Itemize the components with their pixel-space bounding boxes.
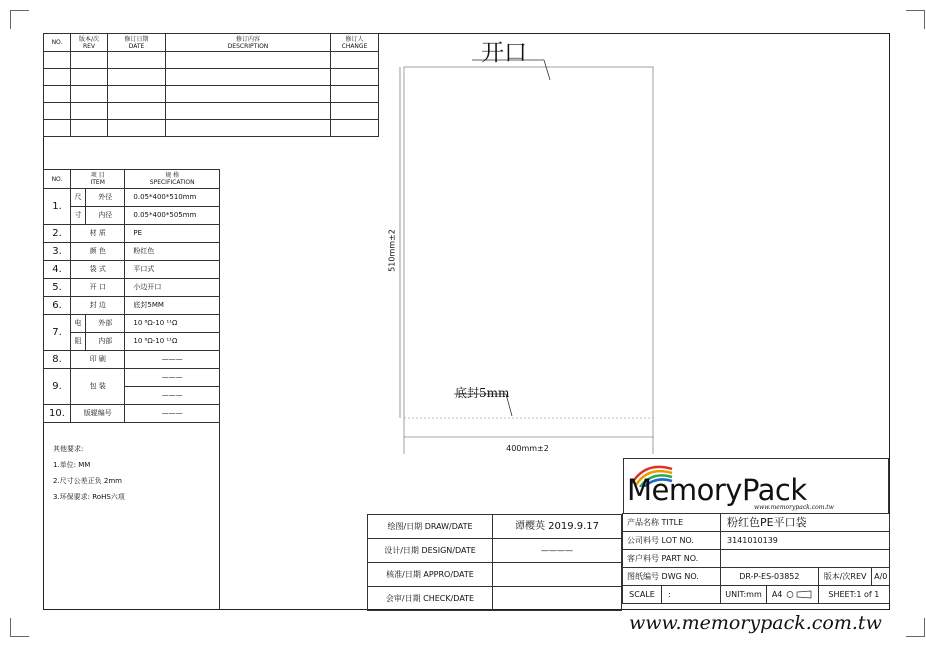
approval-value: ————: [493, 539, 622, 563]
approval-label: 会审/日期 CHECK/DATE: [368, 587, 493, 611]
rev-col-description: 修订内容 DESCRIPTION: [166, 34, 331, 52]
approval-value: 谭樱英 2019.9.17: [493, 515, 622, 539]
row-number: 9.: [44, 369, 71, 405]
title-label: 产品名称 TITLE: [623, 514, 721, 532]
spec-table: [43, 169, 220, 423]
table-row: [44, 103, 379, 120]
table-row: [44, 189, 220, 207]
spec-value: ———: [125, 351, 220, 369]
sheet-label: SHEET:1 of 1: [818, 586, 889, 604]
item-label: 颜 色: [71, 243, 125, 261]
note-line: 1.单位: MM: [53, 461, 91, 469]
title-block: [622, 513, 890, 604]
approval-label: 设计/日期 DESIGN/DATE: [368, 539, 493, 563]
spec-value: 平口式: [125, 261, 220, 279]
scale-value: :: [662, 586, 721, 604]
note-line: 3.环保要求: RoHS六项: [53, 493, 125, 501]
scale-label: SCALE: [623, 586, 662, 604]
table-row: [44, 69, 379, 86]
row-number: 1.: [44, 189, 71, 225]
spec-col-spec: 规 格 SPECIFICATION: [125, 170, 220, 189]
spec-value: ———: [125, 387, 220, 405]
table-row: [44, 261, 220, 279]
item-group: 尺: [71, 189, 86, 207]
approval-table: [367, 514, 622, 611]
table-row: [44, 243, 220, 261]
crop-mark: [10, 618, 29, 637]
spec-value: ———: [125, 405, 220, 423]
table-row: [368, 563, 622, 587]
spec-value: 10 ⁸Ω-10 ¹¹Ω: [125, 315, 220, 333]
spec-value: 底封5MM: [125, 297, 220, 315]
item-label: 开 口: [71, 279, 125, 297]
item-sub: 外部: [86, 315, 125, 333]
spec-value: 粉红色: [125, 243, 220, 261]
table-row: [44, 333, 220, 351]
approval-value: [493, 587, 622, 611]
title-value: 粉红色PE平口袋: [721, 514, 890, 532]
spec-col-no: NO.: [44, 170, 71, 189]
approval-label: 绘图/日期 DRAW/DATE: [368, 515, 493, 539]
dwg-label: 图纸编号 DWG NO.: [623, 568, 721, 586]
item-group: 电: [71, 315, 86, 333]
lot-value: 3141010139: [721, 532, 890, 550]
row-number: 7.: [44, 315, 71, 351]
table-row: [368, 587, 622, 611]
rev-col-no: NO.: [44, 34, 71, 52]
spec-value: 0.05*400*505mm: [125, 207, 220, 225]
spec-value: PE: [125, 225, 220, 243]
approval-value: [493, 563, 622, 587]
lot-label: 公司料号 LOT NO.: [623, 532, 721, 550]
item-label: 印 刷: [71, 351, 125, 369]
row-number: 2.: [44, 225, 71, 243]
rev-value: A/0: [872, 568, 890, 586]
leader-line: [544, 60, 550, 80]
rev-col-change: 修订人 CHANGE: [331, 34, 379, 52]
crop-mark: [906, 618, 925, 637]
notes-title: 其他要求:: [53, 445, 84, 453]
brand-name: MemoryPack: [627, 473, 807, 507]
spec-value: 0.05*400*510mm: [125, 189, 220, 207]
row-number: 5.: [44, 279, 71, 297]
table-row: [44, 207, 220, 225]
table-row: [44, 279, 220, 297]
row-number: 3.: [44, 243, 71, 261]
opening-label: 开口: [481, 40, 527, 66]
table-row: [44, 86, 379, 103]
row-number: 6.: [44, 297, 71, 315]
row-number: 8.: [44, 351, 71, 369]
spec-value: 小边开口: [125, 279, 220, 297]
item-label: 袋 式: [71, 261, 125, 279]
table-row: [44, 351, 220, 369]
seal-label: 底封5mm: [455, 386, 510, 400]
rev-col-rev: 版本/次 REV: [71, 34, 108, 52]
spec-value: ———: [125, 369, 220, 387]
paper-size: A4: [767, 586, 819, 604]
table-row: [623, 568, 890, 586]
projection-symbol-icon: [785, 590, 813, 599]
dwg-value: DR-P-ES-03852: [721, 568, 819, 586]
approval-label: 核准/日期 APPRO/DATE: [368, 563, 493, 587]
company-logo: [623, 458, 889, 513]
note-line: 2.尺寸公差正负 2mm: [53, 477, 122, 485]
spec-col-item: 项 目 ITEM: [71, 170, 125, 189]
item-label: 封 边: [71, 297, 125, 315]
bag-drawing: [380, 34, 680, 454]
table-row: [44, 120, 379, 137]
table-row: [44, 369, 220, 387]
part-label: 客户料号 PART NO.: [623, 550, 721, 568]
row-number: 10.: [44, 405, 71, 423]
bag-outline: [404, 67, 653, 454]
item-sub: 内部: [86, 333, 125, 351]
table-row: [623, 532, 890, 550]
table-row: [44, 225, 220, 243]
part-value: [721, 550, 890, 568]
table-row: [368, 539, 622, 563]
width-dimension: 400mm±2: [506, 444, 549, 453]
crop-mark: [10, 10, 29, 29]
footer-url: www.memorypack.com.tw: [629, 612, 882, 634]
height-dimension: 510mm±2: [387, 229, 397, 272]
unit-label: UNIT:mm: [721, 586, 767, 604]
item-label: 版辊编号: [71, 405, 125, 423]
notes-block: [53, 441, 125, 505]
item-label: 包 装: [71, 369, 125, 405]
item-group: 寸: [71, 207, 86, 225]
rev-col-date: 修订日期 DATE: [108, 34, 166, 52]
item-label: 材 质: [71, 225, 125, 243]
item-group: 阻: [71, 333, 86, 351]
item-sub: 外径: [86, 189, 125, 207]
table-row: [368, 515, 622, 539]
spec-value: 10 ⁸Ω-10 ¹¹Ω: [125, 333, 220, 351]
table-row: [44, 52, 379, 69]
rev-label: 版本/次REV: [818, 568, 872, 586]
crop-mark: [906, 10, 925, 29]
brand-url: www.memorypack.com.tw: [754, 504, 834, 511]
table-row: [623, 514, 890, 532]
table-row: [623, 550, 890, 568]
revision-table: [43, 33, 379, 137]
table-row: [44, 405, 220, 423]
table-row: [44, 297, 220, 315]
row-number: 4.: [44, 261, 71, 279]
table-row: [44, 315, 220, 333]
table-row: [623, 586, 890, 604]
item-sub: 内径: [86, 207, 125, 225]
